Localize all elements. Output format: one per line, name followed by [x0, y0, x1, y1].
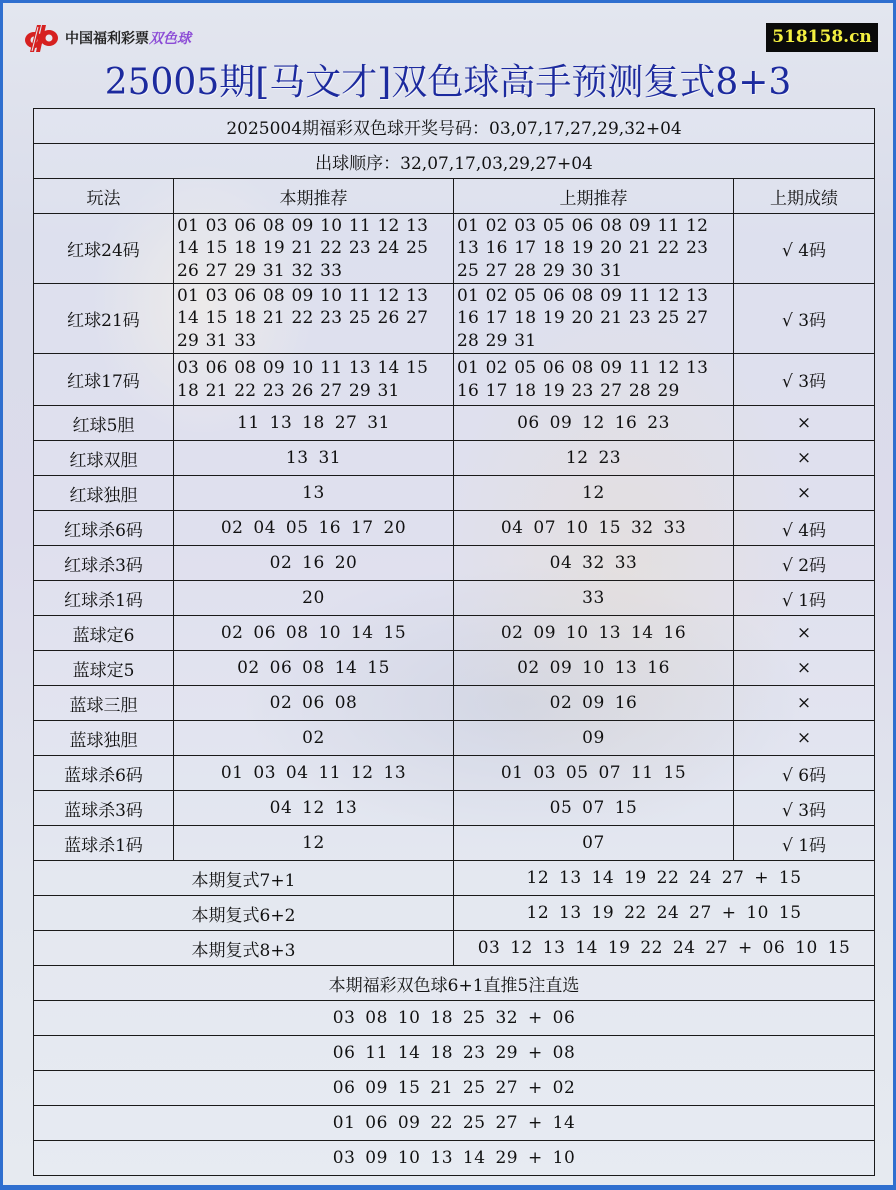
column-header-play: 玩法: [34, 179, 174, 214]
previous-result: ×: [734, 651, 875, 686]
play-label: 红球21码: [34, 284, 174, 354]
table-row: [34, 441, 875, 476]
direct-pick: 06 11 14 18 23 29 + 08: [34, 1036, 875, 1071]
table-row: [34, 546, 875, 581]
previous-numbers: 01 02 03 05 06 08 09 11 12 13 16 17 18 19 20 21 22 23 25 27 28 29 30 31: [454, 214, 734, 284]
play-label: 蓝球定5: [34, 651, 174, 686]
current-numbers: 13 31: [174, 441, 454, 476]
draw-result-row: [34, 109, 875, 144]
previous-numbers: 02 09 10 13 14 16: [454, 616, 734, 651]
current-numbers: 13: [174, 476, 454, 511]
current-numbers: 01 03 06 08 09 10 11 12 13 14 15 18 19 21 22 23 24 25 26 27 29 31 32 33: [174, 214, 454, 284]
direct-pick: 01 06 09 22 25 27 + 14: [34, 1106, 875, 1141]
logo-brand: 双色球: [149, 31, 191, 47]
table-row: [34, 354, 875, 406]
current-numbers: 02 06 08 14 15: [174, 651, 454, 686]
direct-pick-row: [34, 1141, 875, 1176]
previous-result: √ 6码: [734, 756, 875, 791]
play-label: 红球5胆: [34, 406, 174, 441]
previous-numbers: 05 07 15: [454, 791, 734, 826]
play-label: 红球杀6码: [34, 511, 174, 546]
previous-result: ×: [734, 406, 875, 441]
table-row: [34, 476, 875, 511]
site-badge: 518158.cn: [766, 23, 878, 52]
compound-label: 本期复式8+3: [34, 931, 454, 966]
page-title: 25005期[马文才]双色球高手预测复式8+3: [104, 62, 792, 103]
previous-result: √ 3码: [734, 354, 875, 406]
current-numbers: 20: [174, 581, 454, 616]
table-header-row: [34, 179, 875, 214]
draw-order-row: [34, 144, 875, 179]
table-row: [34, 826, 875, 861]
table-row: [34, 214, 875, 284]
table-row: [34, 791, 875, 826]
draw-order: 出球顺序：32,07,17,03,29,27+04: [34, 144, 875, 179]
play-label: 蓝球杀1码: [34, 826, 174, 861]
previous-numbers: 04 32 33: [454, 546, 734, 581]
play-label: 红球独胆: [34, 476, 174, 511]
play-label: 红球17码: [34, 354, 174, 406]
play-label: 红球杀3码: [34, 546, 174, 581]
column-header-result: 上期成绩: [734, 179, 875, 214]
previous-result: ×: [734, 476, 875, 511]
current-numbers: 11 13 18 27 31: [174, 406, 454, 441]
table-row: [34, 616, 875, 651]
previous-result: ×: [734, 686, 875, 721]
table-row: [34, 651, 875, 686]
previous-result: √ 3码: [734, 791, 875, 826]
compound-numbers: 12 13 14 19 22 24 27 + 15: [454, 861, 875, 896]
table-row: [34, 756, 875, 791]
previous-result: ×: [734, 441, 875, 476]
previous-result: √ 4码: [734, 511, 875, 546]
direct-pick: 03 08 10 18 25 32 + 06: [34, 1001, 875, 1036]
play-label: 红球双胆: [34, 441, 174, 476]
previous-numbers: 04 07 10 15 32 33: [454, 511, 734, 546]
column-header-previous: 上期推荐: [454, 179, 734, 214]
current-numbers: 01 03 04 11 12 13: [174, 756, 454, 791]
lottery-logo: [21, 23, 191, 53]
play-label: 蓝球杀6码: [34, 756, 174, 791]
compound-row: [34, 861, 875, 896]
table-row: [34, 686, 875, 721]
current-numbers: 04 12 13: [174, 791, 454, 826]
play-label: 蓝球三胆: [34, 686, 174, 721]
table-row: [34, 406, 875, 441]
previous-result: √ 1码: [734, 826, 875, 861]
column-header-current: 本期推荐: [174, 179, 454, 214]
compound-numbers: 12 13 19 22 24 27 + 10 15: [454, 896, 875, 931]
direct-pick: 06 09 15 21 25 27 + 02: [34, 1071, 875, 1106]
direct-pick-row: [34, 1106, 875, 1141]
play-label: 红球24码: [34, 214, 174, 284]
table-row: [34, 511, 875, 546]
direct-pick-row: [34, 1071, 875, 1106]
previous-numbers: 06 09 12 16 23: [454, 406, 734, 441]
previous-numbers: 01 03 05 07 11 15: [454, 756, 734, 791]
previous-numbers: 02 09 10 13 16: [454, 651, 734, 686]
direct-picks-title: 本期福彩双色球6+1直推5注直选: [34, 966, 875, 1001]
draw-result: 2025004期福彩双色球开奖号码：03,07,17,27,29,32+04: [34, 109, 875, 144]
previous-result: ×: [734, 721, 875, 756]
previous-numbers: 01 02 05 06 08 09 11 12 13 16 17 18 19 23 27 28 29: [454, 354, 734, 406]
play-label: 蓝球杀3码: [34, 791, 174, 826]
logo-text: 中国福利彩票双色球: [65, 31, 191, 47]
previous-result: √ 3码: [734, 284, 875, 354]
previous-result: √ 4码: [734, 214, 875, 284]
previous-numbers: 33: [454, 581, 734, 616]
current-numbers: 02 06 08 10 14 15: [174, 616, 454, 651]
play-label: 红球杀1码: [34, 581, 174, 616]
prediction-table: [33, 108, 875, 1176]
welfare-lottery-logo-icon: [21, 23, 61, 53]
previous-numbers: 12: [454, 476, 734, 511]
previous-numbers: 01 02 05 06 08 09 11 12 13 16 17 18 19 20 21 23 25 27 28 29 31: [454, 284, 734, 354]
previous-result: √ 2码: [734, 546, 875, 581]
compound-label: 本期复式6+2: [34, 896, 454, 931]
previous-numbers: 07: [454, 826, 734, 861]
previous-numbers: 02 09 16: [454, 686, 734, 721]
compound-numbers: 03 12 13 14 19 22 24 27 + 06 10 15: [454, 931, 875, 966]
compound-label: 本期复式7+1: [34, 861, 454, 896]
current-numbers: 01 03 06 08 09 10 11 12 13 14 15 18 21 22 23 25 26 27 29 31 33: [174, 284, 454, 354]
previous-result: √ 1码: [734, 581, 875, 616]
current-numbers: 02 04 05 16 17 20: [174, 511, 454, 546]
table-row: [34, 284, 875, 354]
direct-pick-row: [34, 1001, 875, 1036]
table-row: [34, 581, 875, 616]
current-numbers: 02 06 08: [174, 686, 454, 721]
current-numbers: 12: [174, 826, 454, 861]
current-numbers: 03 06 08 09 10 11 13 14 15 18 21 22 23 26 27 29 31: [174, 354, 454, 406]
direct-pick-row: [34, 1036, 875, 1071]
play-label: 蓝球定6: [34, 616, 174, 651]
compound-row: [34, 896, 875, 931]
table-row: [34, 721, 875, 756]
direct-pick: 03 09 10 13 14 29 + 10: [34, 1141, 875, 1176]
previous-numbers: 12 23: [454, 441, 734, 476]
current-numbers: 02 16 20: [174, 546, 454, 581]
previous-numbers: 09: [454, 721, 734, 756]
direct-title-row: [34, 966, 875, 1001]
play-label: 蓝球独胆: [34, 721, 174, 756]
compound-row: [34, 931, 875, 966]
previous-result: ×: [734, 616, 875, 651]
current-numbers: 02: [174, 721, 454, 756]
